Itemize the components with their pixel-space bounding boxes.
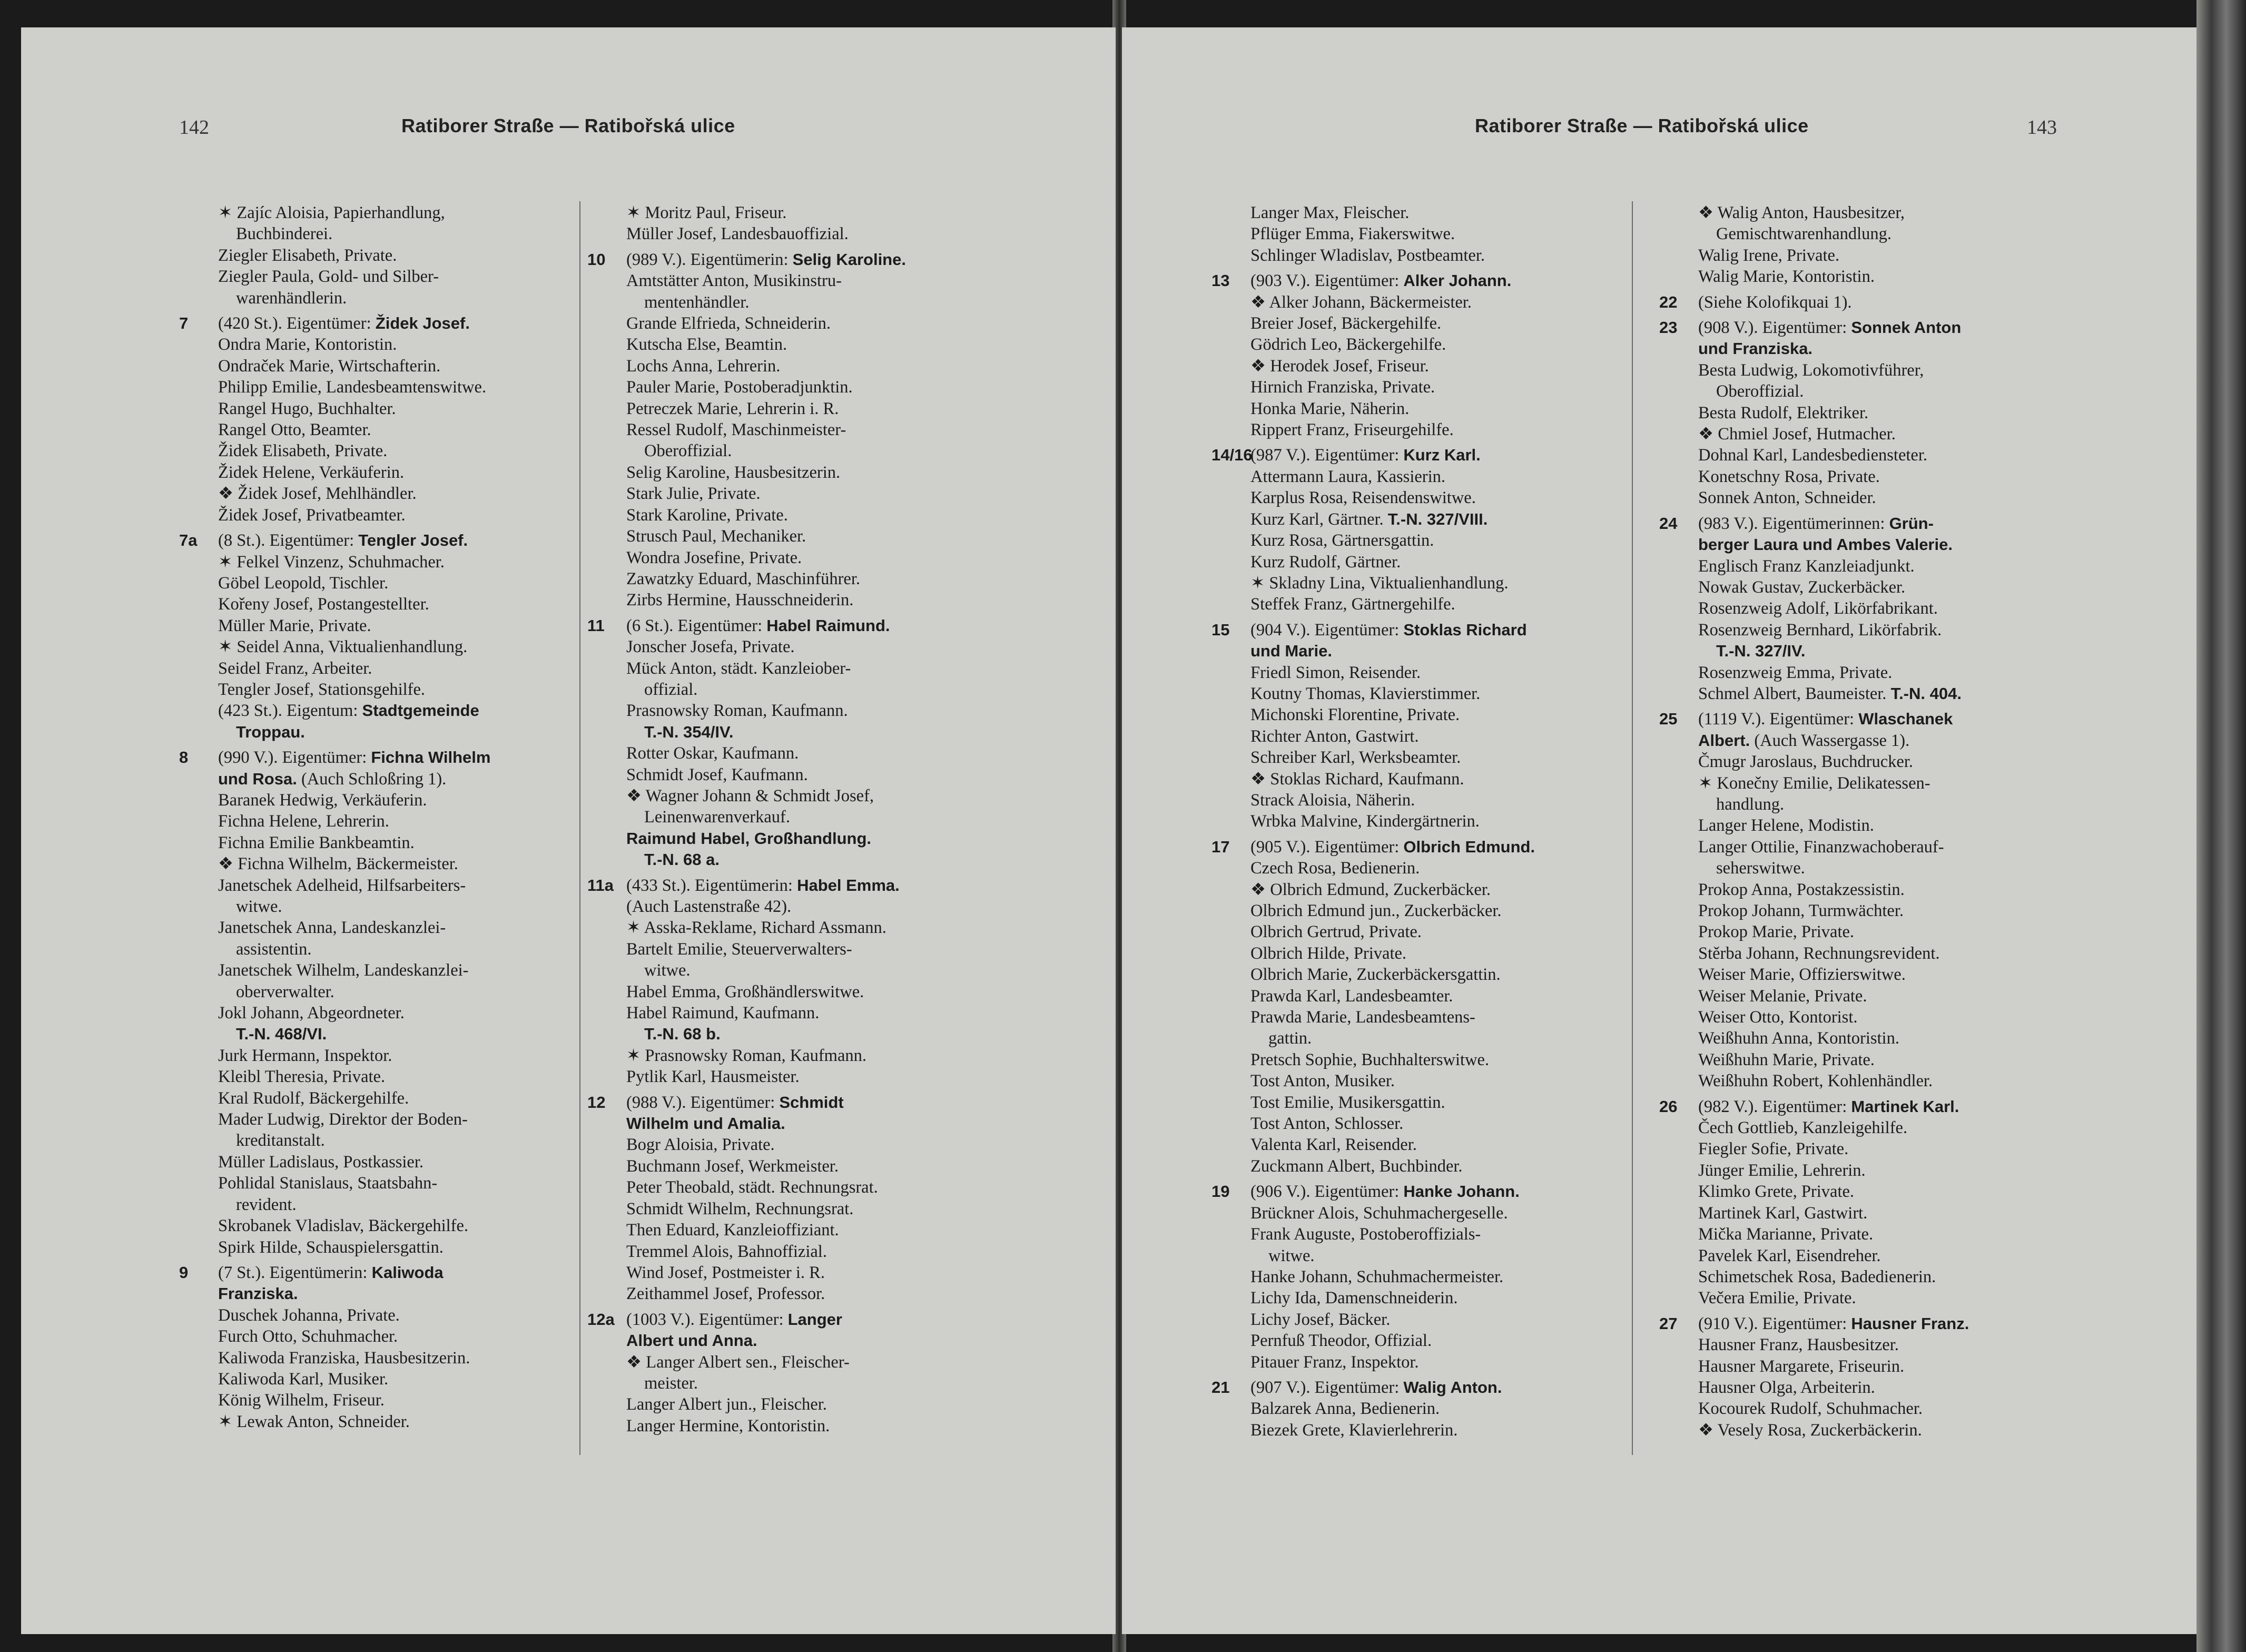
directory-line: Janetschek Wilhelm, Landeskanzlei-	[218, 961, 469, 980]
directory-line: 12 (988 V.). Eigentümer: Schmidt	[587, 1092, 993, 1113]
directory-line: Seidel Franz, Arbeiter.	[218, 658, 372, 678]
directory-line: Rotter Oskar, Kaufmann.	[626, 744, 799, 763]
directory-line: Weißhuhn Marie, Private.	[1698, 1050, 1875, 1069]
page-number: 143	[2027, 116, 2057, 139]
directory-line: Pernfuß Theodor, Offizial.	[1250, 1331, 1432, 1351]
directory-line: Schmidt Josef, Kaufmann.	[626, 765, 808, 784]
directory-line: Gödrich Leo, Bäckergehilfe.	[1250, 335, 1446, 355]
directory-line: ❖ Fichna Wilhelm, Bäckermeister.	[218, 854, 458, 874]
directory-line: Müller Marie, Private.	[218, 616, 371, 635]
directory-line: Czech Rosa, Bedienerin.	[1250, 859, 1420, 878]
directory-line: ❖ Stoklas Richard, Kaufmann.	[1250, 769, 1464, 789]
house-number: 7a	[179, 531, 198, 550]
directory-line: 10 (989 V.). Eigentümerin: Selig Karoline.	[587, 249, 993, 270]
directory-line: Then Eduard, Kanzleioffiziant.	[626, 1221, 839, 1240]
directory-line: ✶ Konečny Emilie, Delikatessen-	[1698, 773, 1930, 793]
directory-line: 7a (8 St.). Eigentümer: Tengler Josef.	[179, 530, 585, 551]
directory-line: Attermann Laura, Kassierin.	[1250, 467, 1446, 486]
directory-line: Albert und Anna.	[626, 1331, 757, 1350]
directory-line: Hausner Olga, Arbeiterin.	[1698, 1378, 1875, 1397]
directory-line: Lochs Anna, Lehrerin.	[626, 356, 781, 376]
directory-line: Mader Ludwig, Direktor der Boden-	[218, 1110, 468, 1129]
directory-line: Spirk Hilde, Schauspielersgattin.	[218, 1237, 444, 1257]
directory-line: Kaliwoda Karl, Musiker.	[218, 1369, 389, 1389]
house-number: 14/16	[1211, 446, 1253, 465]
directory-line: Zeithammel Josef, Professor.	[626, 1284, 825, 1304]
house-number: 13	[1211, 271, 1230, 290]
directory-line: Prokop Marie, Private.	[1698, 922, 1855, 942]
directory-line: ✶ Prasnowsky Roman, Kaufmann.	[626, 1046, 866, 1065]
directory-line: 24 (983 V.). Eigentümerinnen: Grün-	[1659, 513, 2065, 534]
directory-line: Wilhelm und Amalia.	[626, 1114, 785, 1133]
directory-line: Stěrba Johann, Rechnungsrevident.	[1698, 943, 1940, 963]
directory-line: Rangel Hugo, Buchhalter.	[218, 399, 396, 418]
left-page-column-2	[587, 202, 993, 1437]
directory-line: Lichy Ida, Damenschneiderin.	[1250, 1289, 1458, 1308]
directory-line: Schlinger Wladislav, Postbeamter.	[1250, 245, 1485, 265]
directory-line: Stark Julie, Private.	[626, 484, 761, 504]
directory-line: Honka Marie, Näherin.	[1250, 399, 1410, 418]
directory-line: Langer Ottilie, Finanzwachoberauf-	[1698, 837, 1944, 857]
house-number: 8	[179, 748, 189, 767]
house-number: 12a	[587, 1310, 615, 1329]
directory-line: Sonnek Anton, Schneider.	[1698, 488, 1876, 508]
directory-line: Rippert Franz, Friseurgehilfe.	[1250, 420, 1454, 440]
directory-line: Klimko Grete, Private.	[1698, 1182, 1855, 1202]
directory-line: Janetschek Adelheid, Hilfsarbeiters-	[218, 876, 466, 895]
directory-line: Langer Max, Fleischer.	[1250, 203, 1410, 222]
directory-line: ✶ Moritz Paul, Friseur.	[626, 203, 787, 222]
directory-line: Tremmel Alois, Bahnoffizial.	[626, 1242, 827, 1261]
directory-line: Grande Elfrieda, Schneiderin.	[626, 314, 831, 333]
directory-line: Židek Josef, Privatbeamter.	[218, 505, 406, 525]
directory-line: Prasnowsky Roman, Kaufmann.	[626, 701, 848, 721]
directory-line: ✶ Asska-Reklame, Richard Assmann.	[626, 918, 886, 938]
directory-line: Steffek Franz, Gärtnergehilfe.	[1250, 595, 1455, 614]
directory-line: Oberoffizial.	[644, 441, 732, 461]
directory-line: Frank Auguste, Postoberoffizials-	[1250, 1225, 1481, 1244]
directory-line: Večera Emilie, Private.	[1698, 1289, 1856, 1308]
directory-line: ❖ Chmiel Josef, Hutmacher.	[1698, 425, 1896, 444]
directory-line: ❖ Walig Anton, Hausbesitzer,	[1698, 203, 1905, 222]
directory-line: Breier Josef, Bäckergehilfe.	[1250, 314, 1442, 333]
directory-line: Baranek Hedwig, Verkäuferin.	[218, 790, 427, 810]
directory-line: Habel Emma, Großhändlerswitwe.	[626, 982, 864, 1001]
directory-line: Olbrich Hilde, Private.	[1250, 943, 1407, 963]
directory-line: und Franziska.	[1698, 339, 1813, 358]
directory-line: Mička Marianne, Private.	[1698, 1225, 1874, 1244]
right-page	[1122, 27, 2196, 1634]
directory-line: Stark Karoline, Private.	[626, 505, 788, 525]
directory-line: ❖ Olbrich Edmund, Zuckerbäcker.	[1250, 880, 1491, 899]
directory-line: Zawatzky Eduard, Maschinführer.	[626, 569, 861, 588]
directory-line: Besta Rudolf, Elektriker.	[1698, 403, 1869, 422]
directory-line: 11 (6 St.). Eigentümer: Habel Raimund.	[587, 615, 993, 636]
directory-line: offizial.	[644, 680, 698, 699]
directory-line: Kocourek Rudolf, Schuhmacher.	[1698, 1399, 1923, 1419]
directory-line: Valenta Karl, Reisender.	[1250, 1135, 1417, 1155]
directory-line: oberverwalter.	[236, 982, 334, 1001]
directory-line: Amtstätter Anton, Musikinstru-	[626, 271, 842, 291]
directory-line: Pitauer Franz, Inspektor.	[1250, 1352, 1419, 1372]
directory-line: ✶ Felkel Vinzenz, Schuhmacher.	[218, 552, 445, 572]
directory-line: 23 (908 V.). Eigentümer: Sonnek Anton	[1659, 317, 2065, 338]
directory-line: Walig Marie, Kontoristin.	[1698, 267, 1875, 287]
directory-line: Kurz Rosa, Gärtnersgattin.	[1250, 531, 1434, 550]
directory-line: (423 St.). Eigentum: Stadtgemeinde	[218, 701, 479, 721]
directory-line: Oberoffizial.	[1716, 382, 1804, 401]
directory-line: Olbrich Marie, Zuckerbäckersgattin.	[1250, 965, 1501, 985]
right-page-column-2	[1659, 202, 2065, 1441]
directory-line: Fiegler Sofie, Private.	[1698, 1139, 1849, 1159]
directory-line: Martinek Karl, Gastwirt.	[1698, 1203, 1868, 1223]
directory-line: Pavelek Karl, Eisendreher.	[1698, 1246, 1881, 1265]
house-number: 17	[1211, 837, 1230, 856]
directory-line: 19 (906 V.). Eigentümer: Hanke Johann.	[1211, 1181, 1617, 1202]
directory-line: Mück Anton, städt. Kanzleiober-	[626, 658, 851, 678]
directory-line: 17 (905 V.). Eigentümer: Olbrich Edmund.	[1211, 837, 1617, 858]
house-number: 9	[179, 1263, 189, 1282]
directory-line: ❖ Vesely Rosa, Zuckerbäckerin.	[1698, 1420, 1922, 1440]
directory-line: berger Laura und Ambes Valerie.	[1698, 535, 1953, 554]
directory-line: Hausner Margarete, Friseurin.	[1698, 1356, 1905, 1376]
directory-line: Bartelt Emilie, Steuerverwalters-	[626, 939, 852, 959]
directory-line: handlung.	[1716, 794, 1785, 814]
directory-line: Tost Anton, Musiker.	[1250, 1071, 1395, 1091]
directory-line: Ressel Rudolf, Maschinmeister-	[626, 420, 846, 440]
directory-line: Ondraček Marie, Wirtschafterin.	[218, 356, 441, 376]
directory-line: Langer Helene, Modistin.	[1698, 816, 1874, 835]
directory-line: 21 (907 V.). Eigentümer: Walig Anton.	[1211, 1377, 1617, 1398]
directory-line: Ziegler Paula, Gold- und Silber-	[218, 267, 439, 287]
house-number: 22	[1659, 292, 1678, 311]
page-edges	[2196, 0, 2246, 1652]
directory-line: Fichna Helene, Lehrerin.	[218, 812, 389, 831]
house-number: 7	[179, 314, 189, 333]
directory-line: Rosenzweig Emma, Private.	[1698, 663, 1893, 682]
directory-line: Strack Aloisia, Näherin.	[1250, 790, 1415, 810]
house-number: 21	[1211, 1378, 1230, 1397]
left-page-column-1	[179, 202, 585, 1432]
directory-line: Tost Emilie, Musikersgattin.	[1250, 1093, 1445, 1112]
directory-line: 12a (1003 V.). Eigentümer: Langer	[587, 1309, 993, 1330]
directory-line: Weißhuhn Anna, Kontoristin.	[1698, 1029, 1899, 1048]
directory-line: Pflüger Emma, Fiakerswitwe.	[1250, 224, 1455, 244]
directory-line: Brückner Alois, Schuhmachergeselle.	[1250, 1203, 1508, 1223]
directory-line: 11a (433 St.). Eigentümerin: Habel Emma.	[587, 875, 993, 896]
directory-line: Furch Otto, Schuhmacher.	[218, 1327, 398, 1346]
directory-line: Pytlik Karl, Hausmeister.	[626, 1067, 800, 1087]
directory-line: Walig Irene, Private.	[1698, 245, 1840, 265]
directory-line: Michonski Florentine, Private.	[1250, 705, 1460, 725]
left-page	[21, 27, 1116, 1634]
house-number: 24	[1659, 514, 1678, 533]
directory-line: Tengler Josef, Stationsgehilfe.	[218, 680, 426, 699]
directory-line: Rosenzweig Bernhard, Likörfabrik.	[1698, 620, 1942, 640]
directory-line: Strusch Paul, Mechaniker.	[626, 527, 806, 546]
directory-line: Weiser Otto, Kontorist.	[1698, 1008, 1858, 1027]
directory-line: 22 (Siehe Kolofikquai 1).	[1659, 292, 2065, 313]
house-number: 10	[587, 250, 606, 269]
directory-line: Karplus Rosa, Reisendenswitwe.	[1250, 488, 1476, 508]
directory-line: Friedl Simon, Reisender.	[1250, 663, 1421, 682]
directory-line: ✶ Seidel Anna, Viktualienhandlung.	[218, 637, 468, 657]
directory-line: König Wilhelm, Friseur.	[218, 1391, 385, 1410]
house-number: 15	[1211, 620, 1230, 639]
directory-line: Skrobanek Vladislav, Bäckergehilfe.	[218, 1216, 469, 1236]
directory-line: Kutscha Else, Beamtin.	[626, 335, 787, 355]
directory-line: Bogr Aloisia, Private.	[626, 1135, 775, 1155]
directory-line: witwe.	[1268, 1246, 1315, 1265]
directory-line: seherswitwe.	[1716, 859, 1805, 878]
directory-line: Ondra Marie, Kontoristin.	[218, 335, 397, 355]
directory-line: Weißhuhn Robert, Kohlenhändler.	[1698, 1071, 1933, 1091]
directory-line: T.-N. 327/IV.	[1716, 642, 1806, 661]
directory-line: Duschek Johanna, Private.	[218, 1305, 400, 1325]
directory-line: 8 (990 V.). Eigentümer: Fichna Wilhelm	[179, 747, 585, 768]
directory-line: Wind Josef, Postmeister i. R.	[626, 1263, 825, 1282]
directory-line: witwe.	[644, 961, 691, 980]
directory-line: ❖ Židek Josef, Mehlhändler.	[218, 484, 417, 504]
directory-line: Göbel Leopold, Tischler.	[218, 573, 389, 593]
directory-line: Kořeny Josef, Postangestellter.	[218, 595, 429, 614]
directory-line: ❖ Wagner Johann & Schmidt Josef,	[626, 786, 874, 805]
directory-line: T.-N. 68 b.	[644, 1025, 721, 1044]
directory-line: Kral Rudolf, Bäckergehilfe.	[218, 1088, 409, 1108]
directory-line: Prokop Anna, Postakzessistin.	[1698, 880, 1905, 899]
directory-line: Nowak Gustav, Zuckerbäcker.	[1698, 577, 1906, 597]
directory-line: ❖ Alker Johann, Bäckermeister.	[1250, 292, 1472, 312]
directory-line: ✶ Lewak Anton, Schneider.	[218, 1412, 410, 1431]
directory-line: 25 (1119 V.). Eigentümer: Wlaschanek	[1659, 709, 2065, 730]
directory-line: Schmel Albert, Baumeister. T.-N. 404.	[1698, 684, 1962, 703]
directory-line: Olbrich Edmund jun., Zuckerbäcker.	[1250, 901, 1502, 920]
directory-line: Langer Albert jun., Fleischer.	[626, 1395, 827, 1414]
directory-line: Jokl Johann, Abgeordneter.	[218, 1004, 405, 1023]
directory-line: Philipp Emilie, Landesbeamtenswitwe.	[218, 378, 487, 397]
directory-line: Rangel Otto, Beamter.	[218, 420, 371, 440]
directory-line: Albert. (Auch Wassergasse 1).	[1698, 731, 1910, 750]
directory-line: Olbrich Gertrud, Private.	[1250, 922, 1422, 942]
directory-line: Schreiber Karl, Werksbeamter.	[1250, 748, 1461, 768]
directory-line: meister.	[644, 1373, 698, 1393]
directory-line: Habel Raimund, Kaufmann.	[626, 1004, 820, 1023]
directory-line: 27 (910 V.). Eigentümer: Hausner Franz.	[1659, 1313, 2065, 1334]
directory-line: Židek Elisabeth, Private.	[218, 441, 388, 461]
directory-line: Müller Josef, Landesbauoffizial.	[626, 224, 849, 244]
directory-line: Weiser Marie, Offizierswitwe.	[1698, 965, 1906, 985]
directory-line: Kurz Karl, Gärtner. T.-N. 327/VIII.	[1250, 509, 1488, 529]
directory-line: mentenhändler.	[644, 292, 750, 312]
directory-line: Schmidt Wilhelm, Rechnungsrat.	[626, 1199, 854, 1218]
directory-line: ✶ Skladny Lina, Viktualienhandlung.	[1250, 573, 1509, 593]
directory-line: Ziegler Elisabeth, Private.	[218, 245, 397, 265]
directory-line: ❖ Langer Albert sen., Fleischer-	[626, 1352, 850, 1372]
directory-line: Kaliwoda Franziska, Hausbesitzerin.	[218, 1348, 470, 1368]
directory-line: 9 (7 St.). Eigentümerin: Kaliwoda	[179, 1262, 585, 1283]
directory-line: Lichy Josef, Bäcker.	[1250, 1310, 1391, 1329]
directory-line: Prawda Marie, Landesbeamtens-	[1250, 1008, 1475, 1027]
directory-line: Hausner Franz, Hausbesitzer.	[1698, 1335, 1899, 1355]
directory-line: ❖ Herodek Josef, Friseur.	[1250, 356, 1429, 376]
directory-line: Fichna Emilie Bankbeamtin.	[218, 833, 415, 852]
directory-line: Langer Hermine, Kontoristin.	[626, 1416, 830, 1435]
directory-line: Koutny Thomas, Klavierstimmer.	[1250, 684, 1481, 703]
directory-line: Franziska.	[218, 1284, 298, 1303]
directory-line: Prawda Karl, Landesbeamter.	[1250, 986, 1453, 1006]
directory-line: Raimund Habel, Großhandlung.	[626, 829, 871, 848]
house-number: 27	[1659, 1314, 1678, 1333]
directory-line: Troppau.	[236, 722, 305, 741]
directory-line: Buchbinderei.	[236, 224, 333, 244]
directory-line: Pretsch Sophie, Buchhalterswitwe.	[1250, 1050, 1490, 1069]
directory-line: Kurz Rudolf, Gärtner.	[1250, 552, 1401, 572]
house-number: 19	[1211, 1182, 1230, 1201]
column-rule	[579, 201, 580, 1455]
directory-line: Petreczek Marie, Lehrerin i. R.	[626, 399, 839, 418]
directory-line: Englisch Franz Kanzleiadjunkt.	[1698, 556, 1915, 576]
directory-line: Pauler Marie, Postoberadjunktin.	[626, 378, 853, 397]
directory-line: Jonscher Josefa, Private.	[626, 637, 795, 657]
directory-line: Rosenzweig Adolf, Likörfabrikant.	[1698, 599, 1938, 618]
directory-line: T.-N. 468/VI.	[236, 1025, 327, 1044]
directory-line: und Rosa. (Auch Schloßring 1).	[218, 769, 447, 789]
house-number: 11a	[587, 876, 614, 894]
directory-line: Židek Helene, Verkäuferin.	[218, 463, 405, 482]
directory-line: Buchmann Josef, Werkmeister.	[626, 1156, 839, 1176]
directory-line: Peter Theobald, städt. Rechnungsrat.	[626, 1178, 878, 1197]
running-header: Ratiborer Straße — Ratibořská ulice	[401, 115, 735, 136]
directory-line: Müller Ladislaus, Postkassier.	[218, 1152, 423, 1172]
right-page-column-1	[1211, 202, 1617, 1441]
directory-line: (Auch Lastenstraße 42).	[626, 897, 792, 916]
directory-line: Weiser Melanie, Private.	[1698, 986, 1867, 1006]
directory-line: Zirbs Hermine, Hausschneiderin.	[626, 591, 854, 610]
directory-line: Konetschny Rosa, Private.	[1698, 467, 1880, 486]
directory-line: Gemischtwarenhandlung.	[1716, 224, 1892, 244]
directory-line: Kleibl Theresia, Private.	[218, 1067, 386, 1087]
directory-line: Jurk Hermann, Inspektor.	[218, 1046, 392, 1065]
directory-line: kreditanstalt.	[236, 1131, 325, 1150]
column-rule	[1632, 201, 1633, 1455]
directory-line: Janetschek Anna, Landeskanzlei-	[218, 918, 446, 938]
directory-line: Richter Anton, Gastwirt.	[1250, 726, 1419, 746]
directory-line: 13 (903 V.). Eigentümer: Alker Johann.	[1211, 270, 1617, 291]
directory-line: 7 (420 St.). Eigentümer: Židek Josef.	[179, 313, 585, 334]
directory-line: Čmugr Jaroslaus, Buchdrucker.	[1698, 752, 1913, 772]
directory-line: T.-N. 68 a.	[644, 850, 720, 869]
running-header: Ratiborer Straße — Ratibořská ulice	[1475, 115, 1809, 136]
house-number: 11	[587, 616, 605, 635]
directory-line: Besta Ludwig, Lokomotivführer,	[1698, 360, 1924, 380]
directory-line: Balzarek Anna, Bedienerin.	[1250, 1399, 1440, 1419]
directory-line: assistentin.	[236, 939, 312, 959]
directory-line: Čech Gottlieb, Kanzleigehilfe.	[1698, 1118, 1908, 1138]
directory-line: Leinenwarenverkauf.	[644, 808, 790, 827]
directory-line: gattin.	[1268, 1029, 1312, 1048]
directory-line: Zuckmann Albert, Buchbinder.	[1250, 1156, 1463, 1176]
directory-line: revident.	[236, 1195, 297, 1214]
directory-line: ✶ Zajíc Aloisia, Papierhandlung,	[218, 203, 445, 222]
house-number: 23	[1659, 318, 1678, 337]
directory-line: T.-N. 354/IV.	[644, 722, 734, 741]
directory-line: 26 (982 V.). Eigentümer: Martinek Karl.	[1659, 1096, 2065, 1117]
directory-line: Prokop Johann, Turmwächter.	[1698, 901, 1904, 920]
house-number: 26	[1659, 1097, 1678, 1116]
directory-line: warenhändlerin.	[236, 288, 347, 308]
house-number: 12	[587, 1093, 606, 1112]
directory-line: 15 (904 V.). Eigentümer: Stoklas Richard	[1211, 620, 1617, 641]
directory-line: Hirnich Franziska, Private.	[1250, 378, 1435, 397]
directory-line: Selig Karoline, Hausbesitzerin.	[626, 463, 841, 482]
directory-line: Jünger Emilie, Lehrerin.	[1698, 1161, 1866, 1180]
directory-line: Schimetschek Rosa, Badedienerin.	[1698, 1267, 1936, 1286]
directory-line: Wrbka Malvine, Kindergärtnerin.	[1250, 812, 1480, 831]
directory-line: witwe.	[236, 897, 282, 916]
directory-line: Tost Anton, Schlosser.	[1250, 1114, 1404, 1134]
directory-line: und Marie.	[1250, 642, 1333, 661]
directory-line: Hanke Johann, Schuhmachermeister.	[1250, 1267, 1504, 1286]
directory-line: Biezek Grete, Klavierlehrerin.	[1250, 1420, 1458, 1440]
house-number: 25	[1659, 710, 1678, 729]
page-number: 142	[179, 116, 209, 139]
directory-line: Wondra Josefine, Private.	[626, 548, 802, 567]
directory-line: Dohnal Karl, Landesbediensteter.	[1698, 446, 1927, 465]
directory-line: Pohlidal Stanislaus, Staatsbahn-	[218, 1174, 438, 1193]
directory-line: 14/16(987 V.). Eigentümer: Kurz Karl.	[1211, 445, 1617, 466]
